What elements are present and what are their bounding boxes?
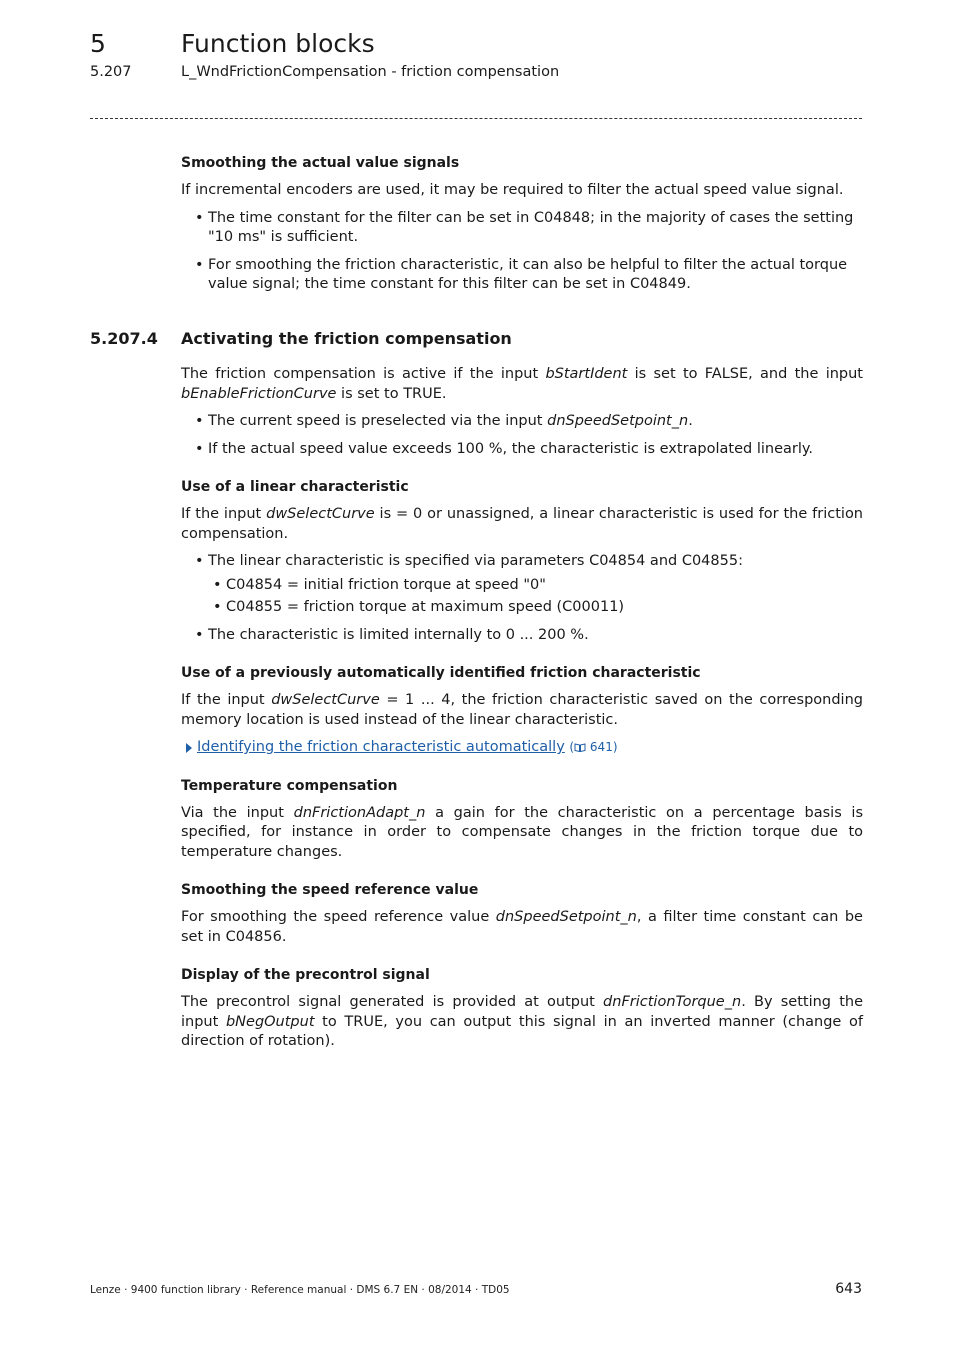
page-number: 643 <box>835 1281 862 1297</box>
list-item: • The time constant for the filter can be set in C04848; in the majority of cases the setting "10 ms" is sufficient. <box>181 209 863 248</box>
section-heading-title: Activating the friction compensation <box>181 329 512 348</box>
precontrol-text: The precontrol signal generated is provided at output dnFrictionTorque_n. By setting the input bNegOutput to TRUE, you can output this signal in an inverted manner (change of direction of rotation). <box>181 994 863 1049</box>
smoothing-actual-heading: Smoothing the actual value signals <box>181 155 460 171</box>
list-item: • The characteristic is limited internally to 0 ... 200 %. <box>181 626 863 646</box>
speed-ref-heading: Smoothing the speed reference value <box>181 882 479 898</box>
chapter-number: 5 <box>90 29 106 58</box>
linear-list <box>181 552 863 645</box>
identify-friction-link[interactable]: Identifying the friction characteristic automatically <box>197 739 565 755</box>
arrow-right-icon <box>186 743 192 753</box>
temperature-heading: Temperature compensation <box>181 777 398 794</box>
activation-list <box>181 412 863 459</box>
footer-text: Lenze · 9400 function library · Reference manual · DMS 6.7 EN · 08/2014 · TD05 <box>90 1284 510 1296</box>
activation-intro: The friction compensation is active if the input bStartIdent is set to FALSE, and the input bEnableFrictionCurve is set to TRUE. <box>181 366 863 402</box>
smoothing-actual-list <box>181 209 863 295</box>
linear-sub-list <box>208 576 863 618</box>
list-item: • If the actual speed value exceeds 100 %, the characteristic is extrapolated linearly. <box>181 440 863 460</box>
list-item: • For smoothing the friction characteristic, it can also be helpful to filter the actual torque value signal; the time constant for this filter can be set in C04849. <box>181 256 863 295</box>
identified-intro: If the input dwSelectCurve = 1 ... 4, the friction characteristic saved on the corresponding memory location is used instead of the linear characteristic. <box>181 692 863 728</box>
list-item: • The linear characteristic is specified via parameters C04854 and C04855: • C04854 = initial friction torque at speed "0" • C04855 = friction torque at maximum speed (C00011) <box>181 552 863 618</box>
section-title: L_WndFrictionCompensation - friction compensation <box>181 64 560 80</box>
list-item: • C04855 = friction torque at maximum speed (C00011) <box>208 598 863 618</box>
chapter-title: Function blocks <box>181 29 375 58</box>
list-item: • The current speed is preselected via the input dnSpeedSetpoint_n. <box>181 412 863 432</box>
book-icon <box>574 743 586 752</box>
page-reference[interactable]: ( 641) <box>569 740 618 754</box>
section-heading-5-207-4 <box>90 328 512 350</box>
precontrol-heading: Display of the precontrol signal <box>181 967 430 983</box>
main-content <box>181 365 863 1060</box>
linear-intro: If the input dwSelectCurve is = 0 or unassigned, a linear characteristic is used for the friction compensation. <box>181 506 863 542</box>
linear-heading: Use of a linear characteristic <box>181 479 409 495</box>
header-divider <box>90 118 862 119</box>
identified-link-row <box>181 738 863 758</box>
section-number: 5.207 <box>90 64 132 80</box>
speed-ref-text: For smoothing the speed reference value dnSpeedSetpoint_n, a filter time constant can be set in C04856. <box>181 909 863 945</box>
smoothing-actual-intro: If incremental encoders are used, it may be required to filter the actual speed value signal. <box>181 182 844 198</box>
list-item: • C04854 = initial friction torque at speed "0" <box>208 576 863 596</box>
identified-heading: Use of a previously automatically identified friction characteristic <box>181 665 701 681</box>
smoothing-actual-block <box>181 153 863 303</box>
section-heading-number: 5.207.4 <box>90 329 158 348</box>
temperature-text: Via the input dnFrictionAdapt_n a gain for the characteristic on a percentage basis is specified, for instance in order to compensate changes in the friction torque due to temperature changes. <box>181 804 864 860</box>
